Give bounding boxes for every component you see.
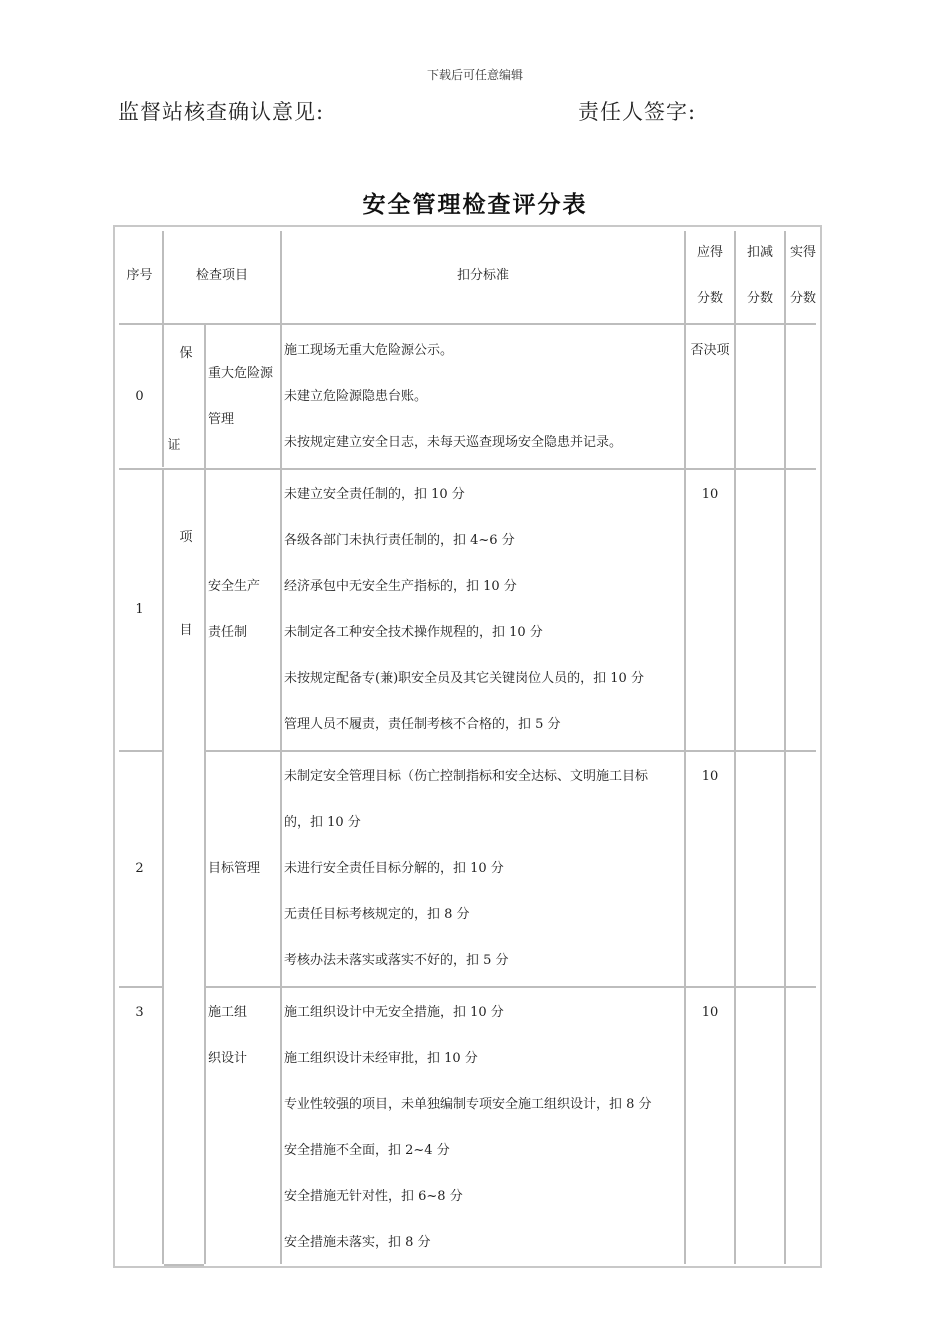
table-hline — [204, 986, 816, 988]
row-3-item-line: 施工组 — [208, 1005, 248, 1020]
header-due-2: 分数 — [696, 291, 723, 306]
row-1-standard: 未按规定配备专(兼)职安全员及其它关键岗位人员的，扣 10 分 — [284, 671, 644, 686]
row-2-standard: 未进行安全责任目标分解的，扣 10 分 — [284, 861, 504, 876]
row-0-standard: 未按规定建立安全日志，未每天巡查现场安全隐患并记录。 — [284, 435, 623, 450]
row-2-standard: 的，扣 10 分 — [284, 815, 361, 830]
header-standard: 扣分标准 — [456, 268, 509, 283]
row-1-standard: 各级各部门未执行责任制的，扣 4~6 分 — [284, 533, 515, 548]
table-vline — [784, 231, 786, 1264]
group-label-char: 证 — [167, 438, 181, 453]
row-0-standard: 未建立危险源隐患台账。 — [284, 389, 428, 404]
row-0-seq: 0 — [135, 389, 144, 404]
group-label-char: 保 — [179, 346, 193, 361]
row-3-due: 10 — [701, 1005, 719, 1020]
header-actual-1: 实得 — [789, 245, 816, 260]
row-1-item-line: 责任制 — [208, 625, 248, 640]
page-title: 安全管理检查评分表 — [362, 191, 588, 218]
row-3-standards — [284, 990, 652, 1266]
row-1-seq: 1 — [135, 602, 144, 617]
row-0-standard: 施工现场无重大危险源公示。 — [284, 343, 454, 358]
row-1-standard: 未建立安全责任制的，扣 10 分 — [284, 487, 465, 502]
table-hline — [204, 750, 816, 752]
row-0-item-line: 重大危险源 — [208, 366, 274, 381]
group-label-char: 项 — [179, 530, 193, 545]
group-label-char: 目 — [179, 623, 193, 638]
watermark-text: 下载后可任意编辑 — [426, 68, 523, 82]
row-3-standard: 安全措施无针对性，扣 6~8 分 — [284, 1189, 463, 1204]
score-table — [113, 225, 822, 1268]
header-deduct-1: 扣减 — [746, 245, 773, 260]
row-3-standard: 安全措施不全面，扣 2~4 分 — [284, 1143, 450, 1158]
row-3-standard: 专业性较强的项目，未单独编制专项安全施工组织设计，扣 8 分 — [284, 1097, 652, 1112]
row-3-standard: 施工组织设计未经审批，扣 10 分 — [284, 1051, 478, 1066]
row-1-standard: 管理人员不履责，责任制考核不合格的，扣 5 分 — [284, 717, 561, 732]
table-vline — [280, 231, 282, 1264]
row-3-item-line: 织设计 — [208, 1051, 248, 1066]
table-hline — [119, 750, 162, 752]
header-deduct-2: 分数 — [746, 291, 773, 306]
row-2-standard: 无责任目标考核规定的，扣 8 分 — [284, 907, 470, 922]
header-due-1: 应得 — [696, 245, 723, 260]
row-0-standards — [284, 328, 622, 466]
header-seq: 序号 — [126, 268, 153, 283]
table-hline — [119, 986, 162, 988]
row-1-standard: 未制定各工种安全技术操作规程的，扣 10 分 — [284, 625, 543, 640]
row-2-standard: 未制定安全管理目标（伤亡控制指标和安全达标、文明施工目标 — [284, 769, 649, 784]
row-3-standard: 安全措施未落实，扣 8 分 — [284, 1235, 431, 1250]
row-2-seq: 2 — [135, 861, 144, 876]
header-actual-2: 分数 — [789, 291, 816, 306]
table-vline — [204, 325, 206, 1264]
row-1-standards — [284, 472, 644, 748]
table-hline — [119, 323, 816, 325]
row-1-standard: 经济承包中无安全生产指标的，扣 10 分 — [284, 579, 517, 594]
row-1-item-line: 安全生产 — [208, 579, 261, 594]
row-0-due: 否决项 — [690, 343, 730, 358]
signer-label: 责任人签字: — [578, 100, 697, 124]
table-hline — [119, 468, 816, 470]
row-0-item-line: 管理 — [208, 412, 235, 427]
table-vline — [684, 231, 686, 1264]
row-2-standards — [284, 754, 648, 984]
row-2-standard: 考核办法未落实或落实不好的，扣 5 分 — [284, 953, 509, 968]
header-item: 检查项目 — [195, 268, 248, 283]
row-2-due: 10 — [701, 769, 719, 784]
row-1-due: 10 — [701, 487, 719, 502]
row-2-item-line: 目标管理 — [208, 861, 261, 876]
table-vline — [734, 231, 736, 1264]
station-confirm-label: 监督站核查确认意见: — [118, 100, 325, 124]
row-3-seq: 3 — [135, 1005, 144, 1020]
row-3-standard: 施工组织设计中无安全措施，扣 10 分 — [284, 1005, 504, 1020]
table-hline — [164, 1264, 204, 1266]
table-vline — [162, 469, 164, 1264]
